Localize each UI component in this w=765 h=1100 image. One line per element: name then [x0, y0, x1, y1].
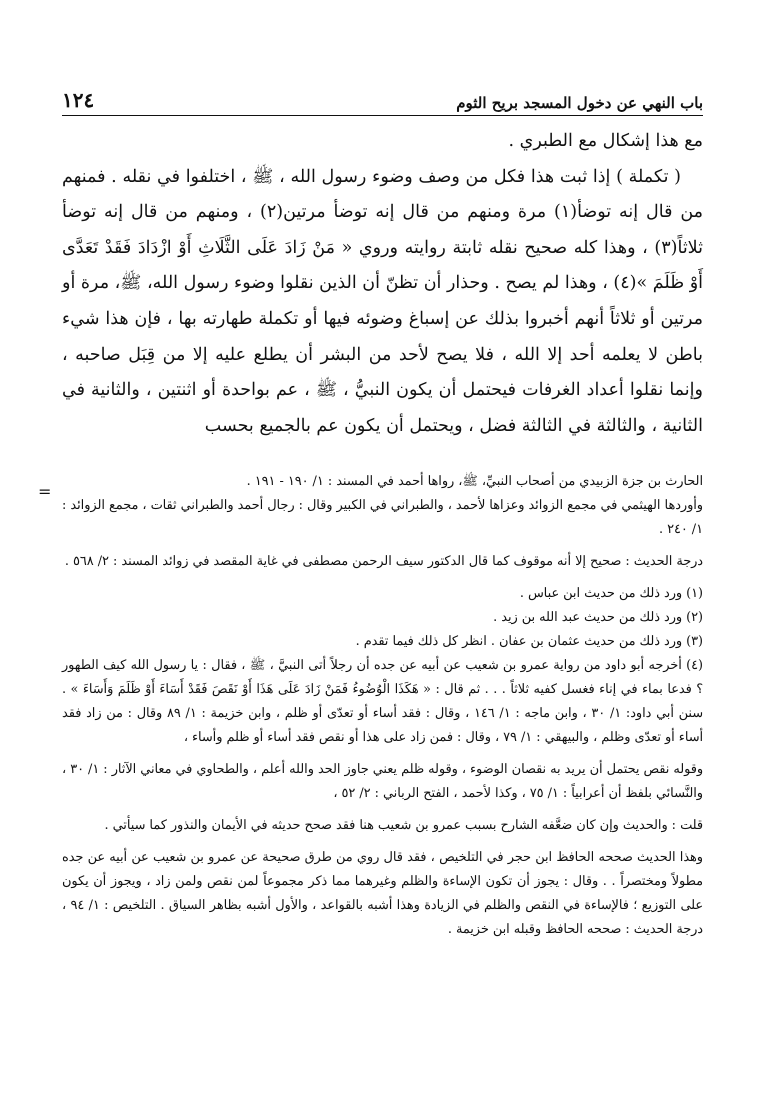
- footnote-4-cont-3: وهذا الحديث صححه الحافظ ابن حجر في التلخيص ، فقد قال روي من طرق صحيحة عن عمرو بن شعيب عن أبيه عن جده مطولاً ومختصراً . . وقال : يجوز أن تكون الإساءة والظلم وغيرهما مما ذكر مجموعاً لمن نقص ولمن زاد ، ويجوز أن يكون على التوزيع ؛ فالإساءة في النقص والظلم في الزيادة وهذا أشبه بالقواعد ، والأول أشبه بظاهر السياق . التلخيص : ١/ ٩٤ ، درجة الحديث : صححه الحافظ وقبله ابن خزيمة .: [62, 850, 704, 937]
- chapter-title: باب النهي عن دخول المسجد بريح الثوم: [456, 94, 703, 112]
- main-paragraph-2: ( تكملة ) إذا ثبت هذا فكل من وصف وضوء رسول الله ، ﷺ ، اختلفوا في نقله . فمنهم من قال إنه توضأ(١) مرة ومنهم من قال إنه توضأ مرتين(٢) ، ومنهم من قال إنه توضأ ثلاثاً(٣) ، وهذا كله صحيح نقله ثابتة روايته وروي « مَنْ زَادَ عَلَى الثَّلَاثِ أَوْ ازْدَادَ فَقَدْ تَعَدَّى أَوْ ظَلَمَ »(٤) ، وهذا لم يصح . وحذار أن تظنّ أن الذين نقلوا وضوء رسول الله، ﷺ، مرة أو مرتين أو ثلاثاً أنهم أخبروا بذلك عن إسباغ وضوئه فيها أو تكملة طهارته بها ، فإن هذا شيء باطن لا يعلمه أحد إلا الله ، فلا يصح لأحد من البشر أن يطلع عليه إلا من قِبَل صاحبه ، وإنما نقلوا أعداد الغرفات فيحتمل أن يكون النبيُّ ، ﷺ ، عم بواحدة أو اثنتين ، والثانية في الثانية ، والثالثة في الثالثة فضل ، ويحتمل أن يكون عم بالجميع بحسب: [62, 166, 704, 436]
- footnote-continued-1: الحارث بن جزة الزبيدي من أصحاب النبيِّ، ﷺ، رواها أحمد في المسند : ١/ ١٩٠ - ١٩١ .: [246, 474, 703, 489]
- footnote-2: (٢) ورد ذلك من حديث عبد الله بن زيد .: [493, 610, 703, 625]
- footnote-4-cont-2: قلت : والحديث وإن كان ضعَّفه الشارح بسبب عمرو بن شعيب هنا فقد صحح حديثه في الأيمان والنذور كما سيأتي .: [104, 818, 703, 833]
- running-header: [62, 82, 703, 116]
- main-text: [62, 124, 703, 444]
- footnote-continued-2: وأوردها الهيثمي في مجمع الزوائد وعزاها لأحمد ، والطبراني في الكبير وقال : رجال أحمد والطبراني ثقات ، مجمع الزوائد : ١/ ٢٤٠ .: [62, 498, 703, 537]
- footnote-3: (٣) ورد ذلك من حديث عثمان بن عفان . انظر كل ذلك فيما تقدم .: [355, 634, 703, 649]
- footnote-4: (٤) أخرجه أبو داود من رواية عمرو بن شعيب عن أبيه عن جده أن رجلاً أتى النبيَّ ، ﷺ ، فقال : يا رسول الله كيف الطهور ؟ فدعا بماء في إناء فغسل كفيه ثلاثاً . . . ثم قال : « هَكَذَا الْوُضُوءُ فَمَنْ زَادَ عَلَى هَذَا أَوْ نَقَصَ فَقَدْ أَسَاءَ أَوْ ظَلَمَ وَأَسَاءَ » . سنن أبي داود: ١/ ٣٠ ، وابن ماجه : ١/ ١٤٦ ، وقال : فقد أساء أو تعدّى أو ظلم ، وابن خزيمة : ١/ ٨٩ وقال : من زاد فقد أساء أو تعدّى وظلم ، والبيهقي : ١/ ٧٩ ، وقال : فمن زاد على هذا أو نقص فقد أساء أو ظلم وأساء ،: [62, 658, 703, 745]
- footnotes-section: [62, 470, 703, 942]
- footnote-4-cont-1: وقوله نقص يحتمل أن يريد به نقصان الوضوء ، وقوله ظلم يعني جاوز الحد والله أعلم ، والطحاوي في معاني الآثار : ١/ ٣٠ ، والنَّسائي بلفظ أن أعرابياً : ١/ ٧٥ ، وكذا لأحمد ، الفتح الرباني : ٢/ ٥٢ ،: [62, 762, 703, 801]
- main-paragraph-1: مع هذا إشكال مع الطبري .: [508, 131, 703, 151]
- continuation-mark: =: [38, 482, 51, 501]
- footnote-1: (١) ورد ذلك من حديث ابن عباس .: [519, 586, 703, 601]
- footnote-continued-3: درجة الحديث : صحيح إلا أنه موقوف كما قال الدكتور سيف الرحمن مصطفى في غاية المقصد في زوائد المسند : ٢/ ٥٦٨ .: [64, 554, 703, 569]
- page-number: ١٢٤: [62, 88, 95, 112]
